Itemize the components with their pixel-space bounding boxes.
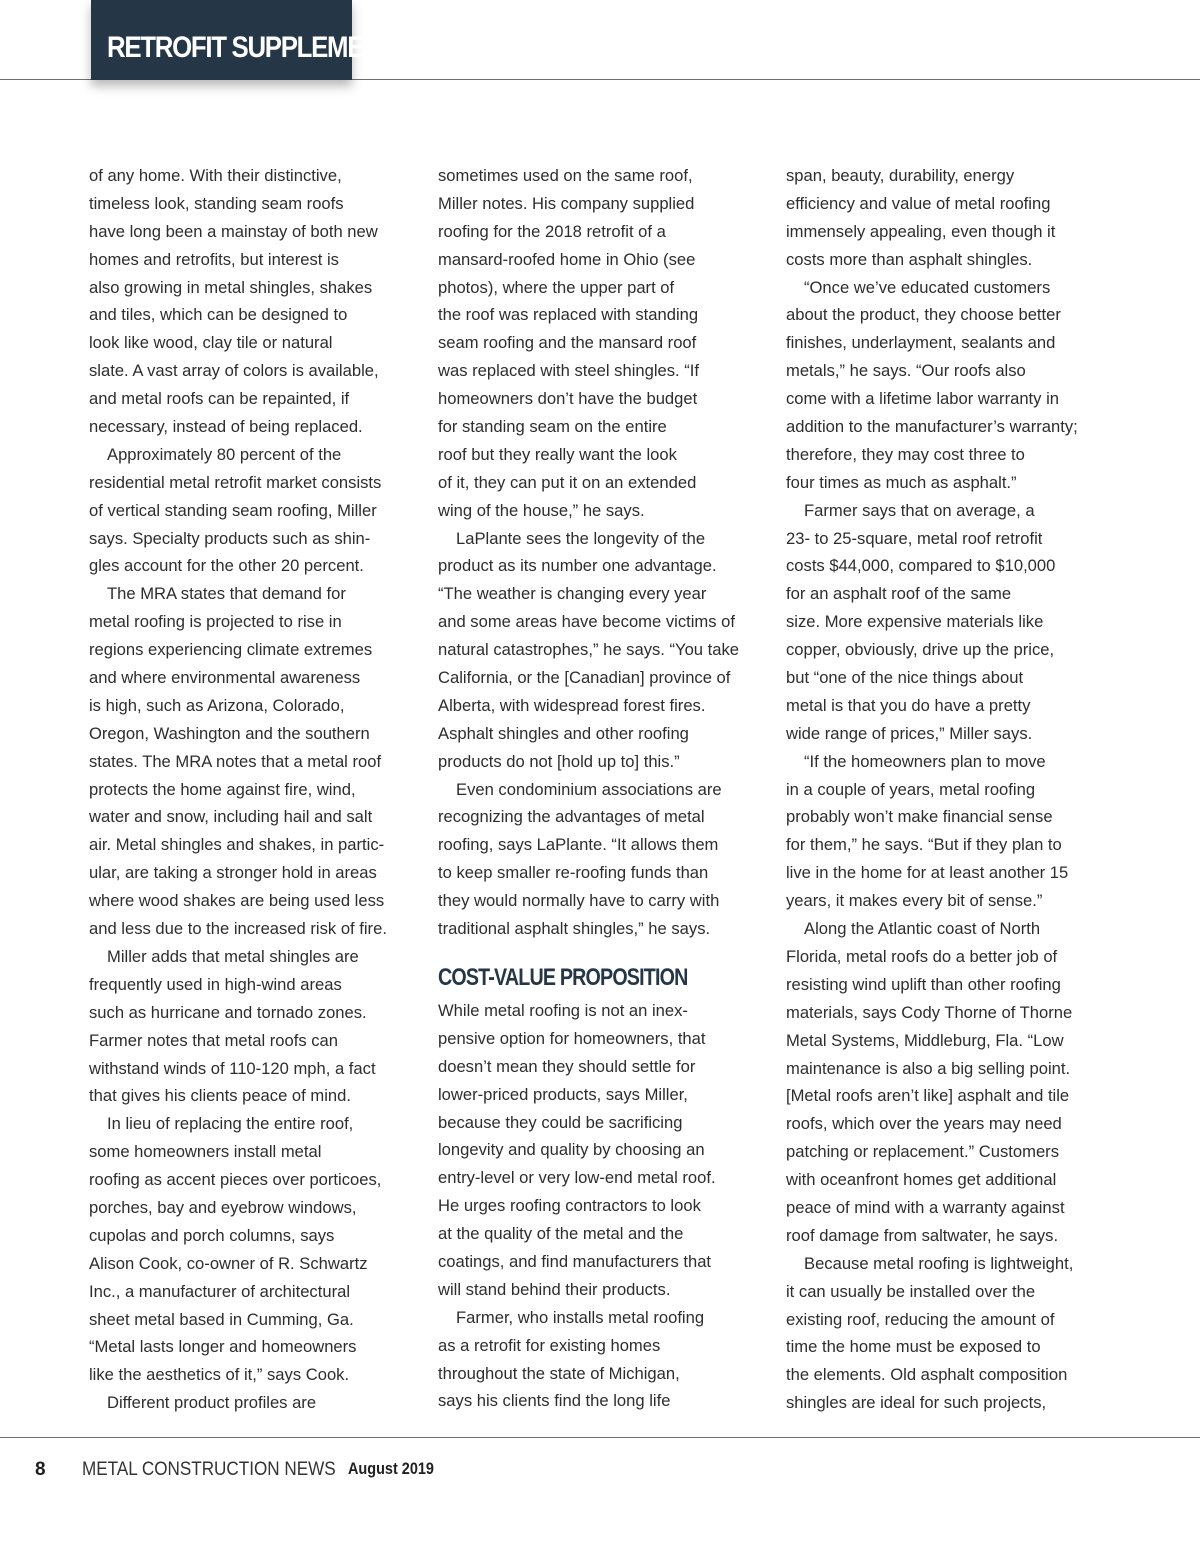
text-line: porches, bay and eyebrow windows, xyxy=(89,1197,357,1217)
text-line: the roof was replaced with standing xyxy=(438,305,699,325)
text-line: therefore, they may cost three to xyxy=(786,444,1025,464)
text-line: of any home. With their distinctive, xyxy=(89,166,342,185)
text-line: [Metal roofs aren’t like] asphalt and tile xyxy=(786,1086,1070,1106)
text-line: live in the home for at least another 15 xyxy=(786,863,1069,883)
text-line: and tiles, which can be designed to xyxy=(89,305,348,325)
text-line: “Once we’ve educated customers xyxy=(804,277,1051,297)
text-line: but “one of the nice things about xyxy=(786,668,1024,688)
text-line: roofing for the 2018 retrofit of a xyxy=(438,221,666,241)
text-line: natural catastrophes,” he says. “You take xyxy=(438,640,740,660)
text-line: years, it makes every bit of sense.” xyxy=(786,891,1043,911)
text-line: probably won’t make financial sense xyxy=(786,807,1053,827)
text-line: Farmer, who installs metal roofing xyxy=(456,1307,705,1327)
text-line: size. More expensive materials like xyxy=(786,612,1044,632)
text-line: Miller notes. His company supplied xyxy=(438,193,695,213)
text-line: also growing in metal shingles, shakes xyxy=(89,277,373,297)
text-line: photos), where the upper part of xyxy=(438,277,675,297)
text-line: materials, says Cody Thorne of Thorne xyxy=(786,1002,1073,1022)
text-line: roofing, says LaPlante. “It allows them xyxy=(438,835,719,855)
text-line: some homeowners install metal xyxy=(89,1142,322,1162)
text-line: necessary, instead of being replaced. xyxy=(89,417,363,437)
text-line: withstand winds of 110-120 mph, a fact xyxy=(89,1058,376,1078)
text-line: timeless look, standing seam roofs xyxy=(89,193,344,213)
text-line: traditional asphalt shingles,” he says. xyxy=(438,919,711,939)
text-line: slate. A vast array of colors is available, xyxy=(89,361,379,381)
text-line: ular, are taking a stronger hold in areas xyxy=(89,863,377,883)
text-line: for standing seam on the entire xyxy=(438,417,667,437)
text-line: shingles are ideal for such projects, xyxy=(786,1393,1047,1413)
text-line: copper, obviously, drive up the price, xyxy=(786,640,1055,660)
text-line: about the product, they choose better xyxy=(786,305,1061,325)
text-line: roof but they really want the look xyxy=(438,444,677,464)
text-line: with oceanfront homes get additional xyxy=(786,1170,1057,1190)
text-line: Asphalt shingles and other roofing xyxy=(438,723,689,743)
text-line: existing roof, reducing the amount of xyxy=(786,1309,1055,1329)
text-line: metals,” he says. “Our roofs also xyxy=(786,361,1026,381)
text-line: doesn’t mean they should settle for xyxy=(438,1056,696,1076)
text-line: 23- to 25-square, metal roof retrofit xyxy=(786,528,1043,548)
text-line: roofs, which over the years may need xyxy=(786,1114,1062,1134)
text-line: addition to the manufacturer’s warranty; xyxy=(786,417,1078,437)
text-line: have long been a mainstay of both new xyxy=(89,221,378,241)
text-line: for an asphalt roof of the same xyxy=(786,584,1012,604)
text-line: “Metal lasts longer and homeowners xyxy=(89,1337,357,1357)
text-line: immensely appealing, even though it xyxy=(786,221,1056,241)
text-line: is high, such as Arizona, Colorado, xyxy=(89,695,345,715)
text-line: of it, they can put it on an extended xyxy=(438,472,697,492)
text-line: recognizing the advantages of metal xyxy=(438,807,705,827)
section-header-tab xyxy=(91,0,395,80)
text-line: coatings, and find manufacturers that xyxy=(438,1251,712,1271)
text-line: frequently used in high-wind areas xyxy=(89,974,342,994)
footer-rule xyxy=(0,1437,1200,1438)
text-line: costs $44,000, compared to $10,000 xyxy=(786,556,1056,576)
text-line: finishes, underlayment, sealants and xyxy=(786,333,1056,353)
text-line: and some areas have become victims of xyxy=(438,612,735,632)
article-column-2 xyxy=(438,162,768,1415)
text-line: because they could be sacrificing xyxy=(438,1112,683,1132)
publication-name: METAL CONSTRUCTION NEWS xyxy=(82,1459,336,1480)
text-line: Farmer says that on average, a xyxy=(804,500,1035,520)
text-line: wide range of prices,” Miller says. xyxy=(786,723,1033,743)
text-line: will stand behind their products. xyxy=(438,1279,671,1299)
article-column-3 xyxy=(786,162,1116,1417)
issue-date: August 2019 xyxy=(348,1459,434,1478)
text-line: “If the homeowners plan to move xyxy=(804,751,1046,771)
text-line: He urges roofing contractors to look xyxy=(438,1196,701,1216)
text-line: Oregon, Washington and the southern xyxy=(89,723,370,743)
text-line: Even condominium associations are xyxy=(456,779,722,799)
text-line: In lieu of replacing the entire roof, xyxy=(107,1114,354,1134)
text-line: Along the Atlantic coast of North xyxy=(804,919,1041,939)
text-line: pensive option for homeowners, that xyxy=(438,1028,706,1048)
text-line: product as its number one advantage. xyxy=(438,556,717,576)
text-line: gles account for the other 20 percent. xyxy=(89,556,364,576)
text-line: Farmer notes that metal roofs can xyxy=(89,1030,339,1050)
text-line: Alberta, with widespread forest fires. xyxy=(438,695,706,715)
text-line: costs more than asphalt shingles. xyxy=(786,249,1033,269)
text-line: it can usually be installed over the xyxy=(786,1281,1036,1301)
text-line: Miller adds that metal shingles are xyxy=(107,946,359,966)
text-line: like the aesthetics of it,” says Cook. xyxy=(89,1365,350,1385)
text-line: to keep smaller re-roofing funds than xyxy=(438,863,709,883)
text-line: water and snow, including hail and salt xyxy=(89,807,373,827)
text-line: in a couple of years, metal roofing xyxy=(786,779,1036,799)
text-line: and less due to the increased risk of fire. xyxy=(89,919,387,939)
text-line: resisting wind uplift than other roofing xyxy=(786,974,1061,994)
page-number: 8 xyxy=(35,1459,46,1480)
text-line: sometimes used on the same roof, xyxy=(438,166,693,185)
text-line: “The weather is changing every year xyxy=(438,584,707,604)
text-line: says. Specialty products such as shin- xyxy=(89,528,371,548)
text-line: Inc., a manufacturer of architectural xyxy=(89,1281,351,1301)
text-line: maintenance is also a big selling point. xyxy=(786,1058,1071,1078)
text-line: cupolas and porch columns, says xyxy=(89,1225,335,1245)
text-line: metal is that you do have a pretty xyxy=(786,695,1031,715)
text-line: Metal Systems, Middleburg, Fla. “Low xyxy=(786,1030,1064,1050)
text-line: and where environmental awareness xyxy=(89,668,361,688)
text-line: metal roofing is projected to rise in xyxy=(89,612,342,632)
text-line: Florida, metal roofs do a better job of xyxy=(786,946,1058,966)
text-line: look like wood, clay tile or natural xyxy=(89,333,333,353)
text-line: and metal roofs can be repainted, if xyxy=(89,389,350,409)
text-line: come with a lifetime labor warranty in xyxy=(786,389,1059,409)
text-line: of vertical standing seam roofing, Miller xyxy=(89,500,377,520)
section-label: RETROFIT SUPPLEMENT xyxy=(107,31,395,64)
text-line: peace of mind with a warranty against xyxy=(786,1197,1065,1217)
text-line: LaPlante sees the longevity of the xyxy=(456,528,706,548)
text-line: wing of the house,” he says. xyxy=(438,500,645,520)
text-line: where wood shakes are being used less xyxy=(89,891,385,911)
text-line: sheet metal based in Cumming, Ga. xyxy=(89,1309,354,1329)
text-line: residential metal retrofit market consists xyxy=(89,472,382,492)
text-line: throughout the state of Michigan, xyxy=(438,1363,680,1383)
text-line: was replaced with steel shingles. “If xyxy=(438,361,700,381)
section-subheading: COST-VALUE PROPOSITION xyxy=(438,963,688,991)
text-line: Because metal roofing is lightweight, xyxy=(804,1253,1074,1273)
text-line: entry-level or very low-end metal roof. xyxy=(438,1168,716,1188)
text-line: roof damage from saltwater, he says. xyxy=(786,1225,1059,1245)
article-column-1 xyxy=(89,162,419,1417)
text-line: as a retrofit for existing homes xyxy=(438,1335,661,1355)
text-line: California, or the [Canadian] province of xyxy=(438,668,731,688)
text-line: says his clients find the long life xyxy=(438,1391,671,1411)
text-line: homes and retrofits, but interest is xyxy=(89,249,339,269)
text-line: they would normally have to carry with xyxy=(438,891,720,911)
text-line: Different product profiles are xyxy=(107,1393,317,1413)
text-line: protects the home against fire, wind, xyxy=(89,779,356,799)
text-line: span, beauty, durability, energy xyxy=(786,166,1015,185)
text-line: patching or replacement.” Customers xyxy=(786,1142,1059,1162)
text-line: Alison Cook, co-owner of R. Schwartz xyxy=(89,1253,368,1273)
text-line: Approximately 80 percent of the xyxy=(107,444,342,464)
text-line: the elements. Old asphalt composition xyxy=(786,1365,1068,1385)
text-line: mansard-roofed home in Ohio (see xyxy=(438,249,696,269)
text-line: regions experiencing climate extremes xyxy=(89,640,373,660)
text-line: that gives his clients peace of mind. xyxy=(89,1086,351,1106)
text-line: seam roofing and the mansard roof xyxy=(438,333,697,353)
text-line: at the quality of the metal and the xyxy=(438,1224,684,1244)
text-line: The MRA states that demand for xyxy=(107,584,346,604)
text-line: While metal roofing is not an inex- xyxy=(438,1000,688,1020)
text-line: such as hurricane and tornado zones. xyxy=(89,1002,367,1022)
text-line: lower-priced products, says Miller, xyxy=(438,1084,688,1104)
text-line: four times as much as asphalt.” xyxy=(786,472,1017,492)
text-line: homeowners don’t have the budget xyxy=(438,389,698,409)
text-line: longevity and quality by choosing an xyxy=(438,1140,705,1160)
text-line: air. Metal shingles and shakes, in partic- xyxy=(89,835,385,855)
text-line: efficiency and value of metal roofing xyxy=(786,193,1051,213)
text-line: time the home must be exposed to xyxy=(786,1337,1041,1357)
text-line: for them,” he says. “But if they plan to xyxy=(786,835,1062,855)
text-line: products do not [hold up to] this.” xyxy=(438,751,680,771)
text-line: roofing as accent pieces over porticoes, xyxy=(89,1170,382,1190)
text-line: states. The MRA notes that a metal roof xyxy=(89,751,382,771)
